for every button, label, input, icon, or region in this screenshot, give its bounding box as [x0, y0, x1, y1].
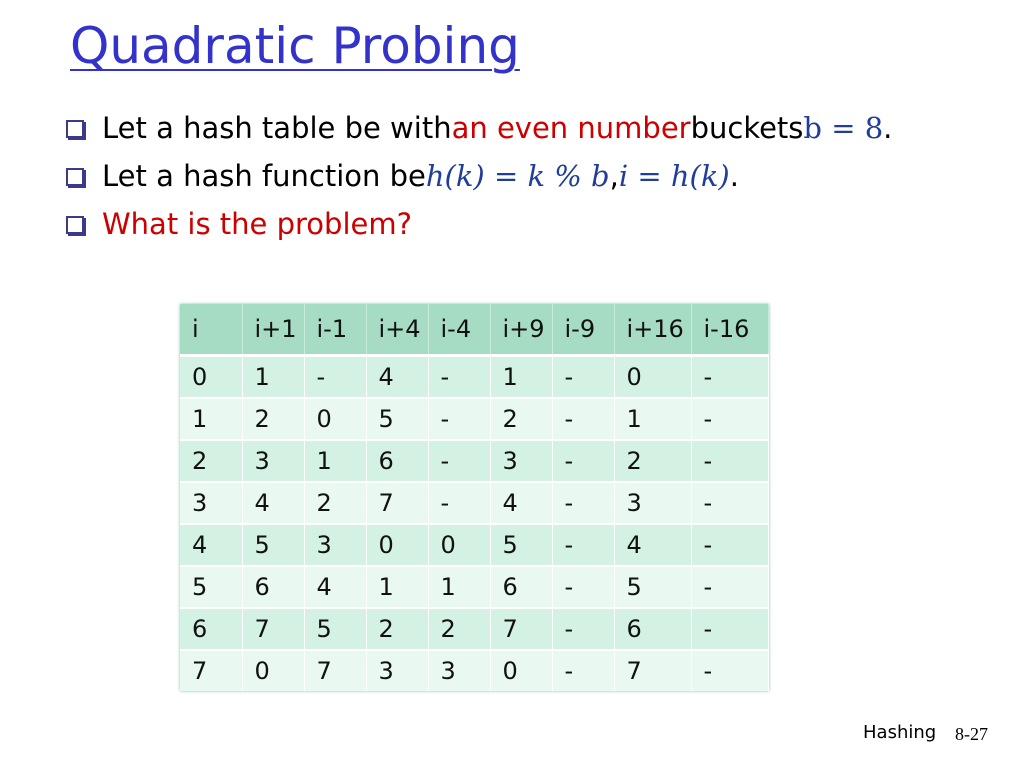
table-row — [180, 440, 768, 482]
checkbox-bullet-icon — [66, 120, 84, 138]
table-cell: 3 — [490, 440, 552, 482]
table-cell: 0 — [242, 650, 304, 691]
table-header-row — [180, 304, 768, 356]
table-cell: - — [552, 524, 614, 566]
table-cell: - — [691, 356, 768, 399]
table-cell: - — [552, 608, 614, 650]
table-cell: 0 — [428, 524, 490, 566]
table-cell: - — [691, 566, 768, 608]
table-cell: 0 — [614, 356, 691, 399]
highlighted-text: an even number — [451, 111, 691, 145]
table-cell: 2 — [490, 398, 552, 440]
bullet-text: Let a hash table be with — [102, 111, 452, 145]
math-expression: i = h(k) — [618, 159, 730, 193]
table-cell: 4 — [366, 356, 428, 399]
table-cell: 5 — [180, 566, 242, 608]
table-cell: 1 — [304, 440, 366, 482]
table-cell: 6 — [180, 608, 242, 650]
bullet-text: Let a hash function be — [102, 159, 426, 193]
table-cell: 2 — [614, 440, 691, 482]
table-cell: - — [691, 398, 768, 440]
table-cell: - — [691, 608, 768, 650]
bullet-item-hash-function — [66, 152, 892, 200]
table-cell: - — [691, 440, 768, 482]
bullet-separator: , — [609, 159, 619, 193]
table-cell: 3 — [242, 440, 304, 482]
checkbox-bullet-icon — [66, 216, 84, 234]
table-cell: 0 — [304, 398, 366, 440]
table-cell: 1 — [366, 566, 428, 608]
table-cell: 2 — [366, 608, 428, 650]
table-cell: 7 — [242, 608, 304, 650]
table-cell: 0 — [490, 650, 552, 691]
table-cell: - — [552, 356, 614, 399]
table-cell: - — [428, 440, 490, 482]
slide-title: Quadratic Probing — [70, 17, 520, 75]
table-cell: - — [428, 482, 490, 524]
table-cell: 3 — [180, 482, 242, 524]
math-expression: h(k) = k % b — [425, 159, 610, 193]
table-cell: 2 — [180, 440, 242, 482]
table-cell: 6 — [614, 608, 691, 650]
table-cell: 7 — [180, 650, 242, 691]
table-cell: - — [552, 398, 614, 440]
table-row — [180, 566, 768, 608]
table-cell: 5 — [614, 566, 691, 608]
table-cell: 1 — [428, 566, 490, 608]
table-cell: - — [552, 566, 614, 608]
table-cell: 4 — [304, 566, 366, 608]
table-row — [180, 650, 768, 691]
table-cell: - — [552, 650, 614, 691]
bullet-punctuation: . — [883, 111, 893, 145]
bullet-punctuation: . — [729, 159, 739, 193]
question-text: What is the problem? — [102, 207, 412, 241]
column-header: i-9 — [552, 304, 614, 356]
table-cell: 4 — [490, 482, 552, 524]
column-header: i+9 — [490, 304, 552, 356]
column-header: i+16 — [614, 304, 691, 356]
table-cell: 1 — [180, 398, 242, 440]
bullet-item-bucket-count — [66, 104, 892, 152]
table-cell: 5 — [366, 398, 428, 440]
table-row — [180, 482, 768, 524]
probe-table — [180, 304, 769, 691]
table-row — [180, 398, 768, 440]
table-cell: - — [691, 482, 768, 524]
table-cell: 4 — [614, 524, 691, 566]
table-cell: 5 — [490, 524, 552, 566]
table-cell: 6 — [366, 440, 428, 482]
table-row — [180, 608, 768, 650]
table-cell: 3 — [304, 524, 366, 566]
table-cell: 6 — [490, 566, 552, 608]
checkbox-bullet-icon — [66, 168, 84, 186]
table-cell: 7 — [490, 608, 552, 650]
column-header: i+4 — [366, 304, 428, 356]
table-cell: 6 — [242, 566, 304, 608]
column-header: i-16 — [691, 304, 768, 356]
math-expression: b = 8 — [803, 111, 884, 145]
table-cell: 4 — [180, 524, 242, 566]
table-cell: 2 — [428, 608, 490, 650]
page-number: 8-27 — [955, 724, 988, 744]
table-cell: 1 — [614, 398, 691, 440]
table-cell: 3 — [428, 650, 490, 691]
table-cell: 2 — [242, 398, 304, 440]
table-cell: - — [428, 398, 490, 440]
table-cell: - — [304, 356, 366, 399]
footer-label: Hashing — [863, 722, 937, 743]
table-cell: 0 — [180, 356, 242, 399]
table-cell: 3 — [614, 482, 691, 524]
table-cell: - — [552, 440, 614, 482]
table-cell: 5 — [242, 524, 304, 566]
table-cell: 5 — [304, 608, 366, 650]
table-cell: - — [428, 356, 490, 399]
table-cell: 3 — [366, 650, 428, 691]
table-cell: 0 — [366, 524, 428, 566]
column-header: i — [180, 304, 242, 356]
bullet-list — [66, 104, 892, 248]
table-cell: 7 — [614, 650, 691, 691]
bullet-text: buckets — [690, 111, 804, 145]
table-cell: 1 — [490, 356, 552, 399]
column-header: i-4 — [428, 304, 490, 356]
table-cell: 7 — [366, 482, 428, 524]
column-header: i-1 — [304, 304, 366, 356]
table-cell: - — [691, 650, 768, 691]
table-row — [180, 356, 768, 399]
table-cell: 4 — [242, 482, 304, 524]
table-cell: 7 — [304, 650, 366, 691]
table-cell: 1 — [242, 356, 304, 399]
table-cell: - — [691, 524, 768, 566]
table-cell: 2 — [304, 482, 366, 524]
column-header: i+1 — [242, 304, 304, 356]
table-row — [180, 524, 768, 566]
bullet-item-question — [66, 200, 892, 248]
table-cell: - — [552, 482, 614, 524]
